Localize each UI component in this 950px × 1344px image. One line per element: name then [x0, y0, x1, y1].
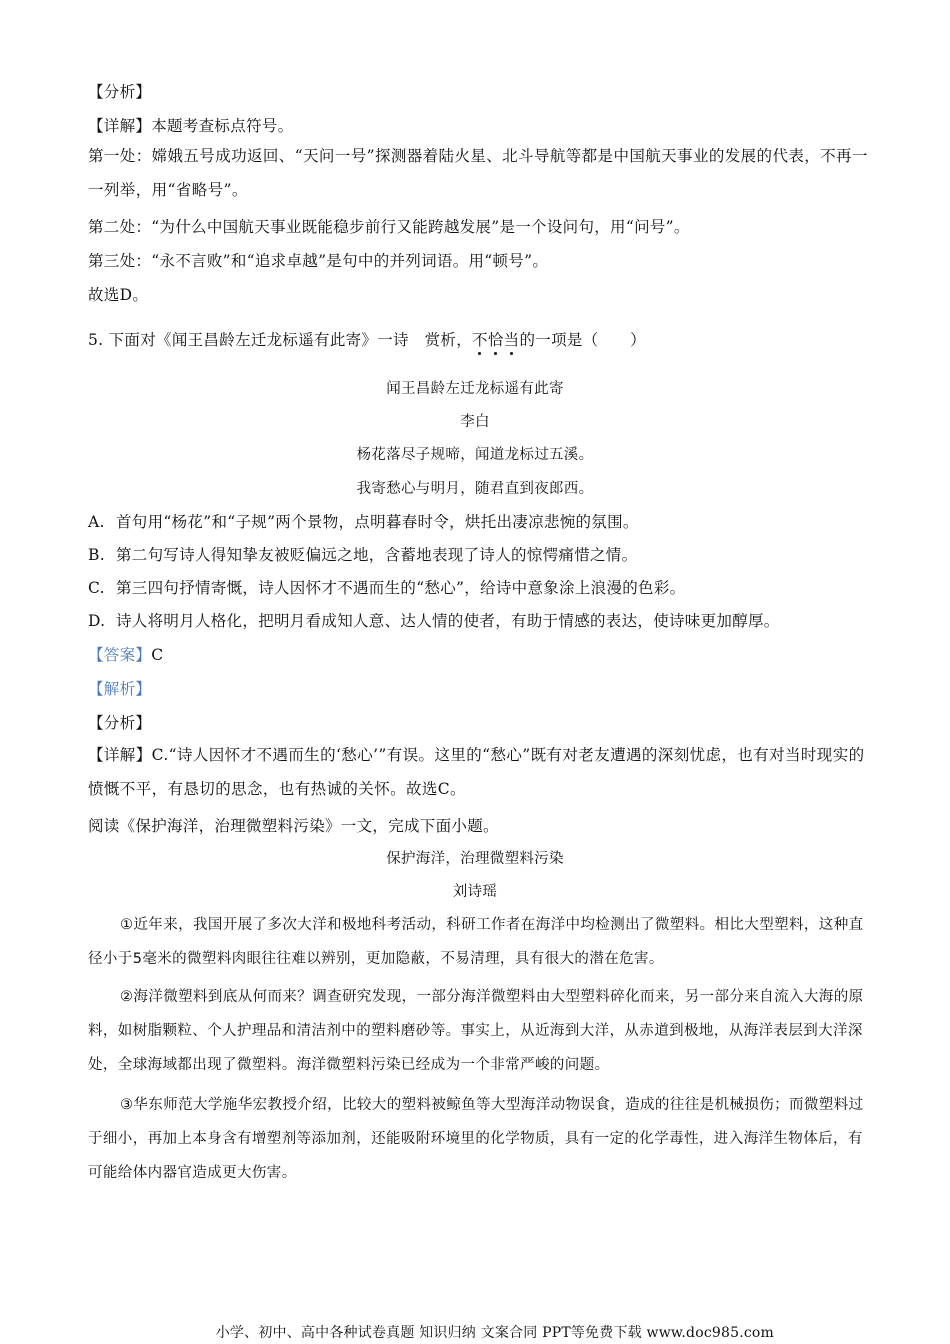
- answer-label: 【答案】: [88, 646, 152, 664]
- analysis-2-header: 【分析】: [88, 714, 152, 732]
- option-text: 第二句写诗人得知挚友被贬偏远之地，含蓄地表现了诗人的惊愕痛惜之情。: [116, 546, 638, 564]
- option-b: [88, 545, 637, 565]
- article-title: 保护海洋，治理微塑料污染: [386, 851, 564, 867]
- article-paragraph-3: ③华东师范大学施华宏教授介绍，比较大的塑料被鲸鱼等大型海洋动物误食，造成的往往是机械损伤；而微塑料过于细小，再加上本身含有增塑剂等添加剂，还能吸附环境里的化学物质，具有一定的化学毒性，进入海洋生物体后，有可能给体内器官造成更大伤害。: [88, 1097, 864, 1181]
- footer: 小学、初中、高中各种试卷真题 知识归纳 文案合同 PPT等免费下载 www.doc985.com: [215, 1325, 774, 1341]
- article-paragraph-1: ①近年来，我国开展了多次大洋和极地科考活动，科研工作者在海洋中均检测出了微塑料。相比大型塑料，这种直径小于5毫米的微塑料肉眼往往难以辨别，更加隐蔽，不易清理，具有很大的潜在危害。: [88, 917, 864, 967]
- poem-author: 李白: [460, 414, 490, 430]
- option-label: C.: [88, 579, 105, 597]
- option-text: 第三四句抒情寄慨，诗人因怀才不遇而生的“愁心”，给诗中意象涂上浪漫的色彩。: [116, 579, 686, 597]
- question-5-suffix: 的一项是（ ）: [519, 331, 646, 349]
- jiexi-label: 【解析】: [88, 680, 152, 698]
- question-5-prefix: 5. 下面对《闻王昌龄左迁龙标遥有此寄》一诗 赏析，: [88, 331, 473, 349]
- emphasis-char: 不: [472, 331, 488, 349]
- detail-text: 本题考查标点符号。: [151, 117, 294, 135]
- detail-2: [88, 738, 868, 806]
- option-d: [88, 611, 780, 631]
- poem-title: 闻王昌龄左迁龙标遥有此寄: [386, 381, 564, 397]
- option-text: 首句用“杨花”和“子规”两个景物，点明暮春时令，烘托出凄凉悲惋的氛围。: [116, 513, 639, 531]
- poem-line-1: 杨花落尽子规啼，闻道龙标过五溪。: [356, 447, 594, 463]
- question-5: [88, 330, 646, 350]
- option-label: B.: [88, 546, 105, 564]
- detail-line: [88, 116, 293, 136]
- option-a: [88, 512, 639, 532]
- option-text: 诗人将明月人格化，把明月看成知人意、达人情的使者，有助于情感的表达，使诗味更加醇厚。: [116, 612, 780, 630]
- analysis-header: 【分析】: [88, 83, 152, 101]
- detail-header: 【详解】: [88, 117, 152, 135]
- option-label: A.: [88, 513, 105, 531]
- detail-2-text: C.“诗人因怀才不遇而生的‘愁心’”有误。这里的“愁心”既有对老友遭遇的深刻忧虑，也有对当时现实的愤慨不平，有恳切的思念，也有热诚的关怀。故选C。: [88, 746, 865, 798]
- article-author: 刘诗瑶: [452, 884, 498, 900]
- answer-value: C: [151, 646, 164, 664]
- option-c: [88, 578, 685, 598]
- point-1: 第一处：嫦娥五号成功返回、“天问一号”探测器着陆火星、北斗导航等都是中国航天事业的发展的代表，不再一一列举，用“省略号”。: [88, 147, 868, 199]
- poem-line-2: 我寄愁心与明月，随君直到夜郎西。: [356, 481, 594, 497]
- option-label: D.: [88, 612, 106, 630]
- point-3: 第三处：“永不言败”和“追求卓越”是句中的并列词语。用“顿号”。: [88, 252, 549, 270]
- conclusion: 故选D。: [88, 286, 149, 304]
- article-paragraph-2: ②海洋微塑料到底从何而来？调查研究发现，一部分海洋微塑料由大型塑料碎化而来，另一部分来自流入大海的原料，如树脂颗粒、个人护理品和清洁剂中的塑料磨砂等。事实上，从近海到大洋，从赤道到极地，从海洋表层到大洋深处，全球海域都出现了微塑料。海洋微塑料污染已经成为一个非常严峻的问题。: [88, 989, 864, 1073]
- reading-intro: 阅读《保护海洋，治理微塑料污染》一文，完成下面小题。: [88, 817, 499, 835]
- answer-line: [88, 645, 163, 665]
- emphasis-char: 当: [503, 331, 520, 349]
- point-2: 第二处：“为什么中国航天事业既能稳步前行又能跨越发展”是一个设问句，用“问号”。: [88, 218, 690, 236]
- detail-2-header: 【详解】: [88, 746, 152, 764]
- emphasis-char: 恰: [487, 331, 504, 349]
